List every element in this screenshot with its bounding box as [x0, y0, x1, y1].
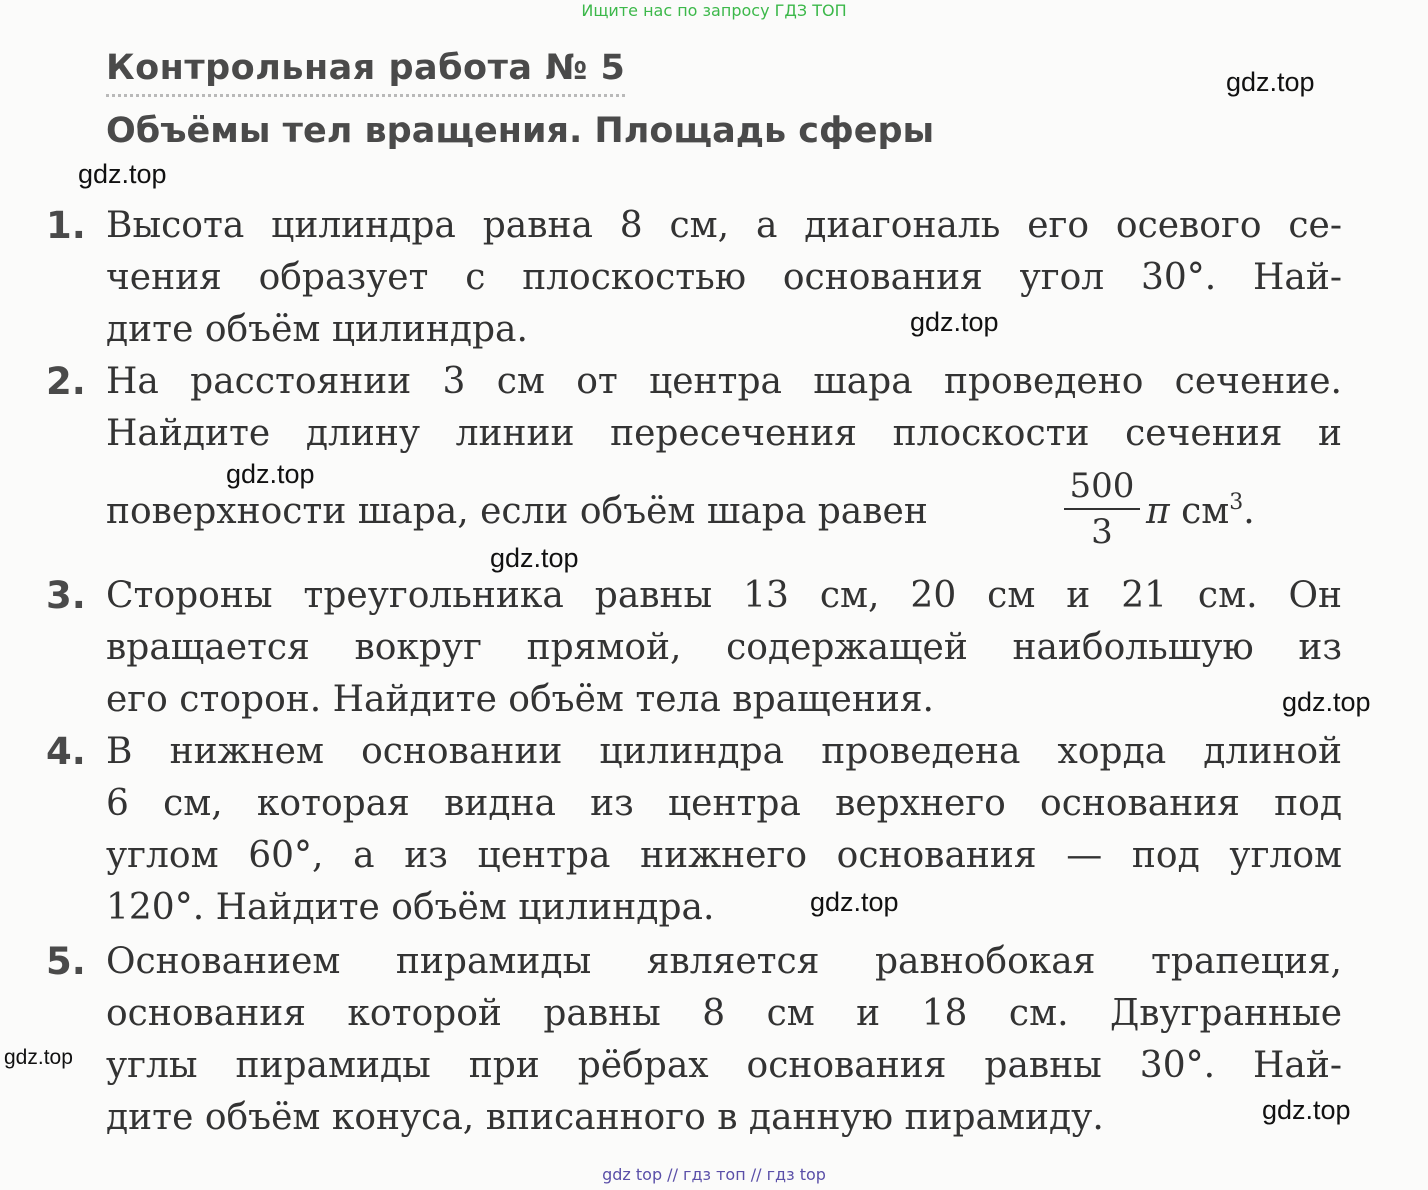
- task-4-line-2: 6 см, которая видна из центра верхнего основания под: [106, 783, 1342, 824]
- task-4-line-1: В нижнем основании цилиндра проведена хорда длиной: [106, 731, 1342, 772]
- task-3-number: 3.: [46, 574, 86, 617]
- watermark: gdz.top: [1226, 67, 1315, 97]
- fraction-bar: [1064, 508, 1140, 510]
- task-2-number: 2.: [46, 360, 86, 403]
- volume-fraction: [1064, 466, 1140, 552]
- sentence-end: .: [1243, 491, 1255, 532]
- task-5-line-3: углы пирамиды при рёбрах основания равны 30°. Най-: [106, 1045, 1342, 1086]
- task-5-line-4: дите объём конуса, вписанного в данную пирамиду.: [106, 1097, 1104, 1138]
- search-banner[interactable]: Ищите нас по запросу ГДЗ ТОП: [581, 1, 847, 20]
- page-title: Контрольная работа № 5: [106, 46, 625, 97]
- volume-unit: см: [1181, 491, 1230, 532]
- fraction-numerator: 500: [1069, 466, 1135, 506]
- task-2-line-3: поверхности шара, если объём шара равен: [106, 491, 928, 532]
- task-3-line-1: Стороны треугольника равны 13 см, 20 см и 21 см. Он: [106, 575, 1342, 616]
- watermark: gdz.top: [78, 159, 167, 189]
- unit-exponent: 3: [1229, 490, 1244, 515]
- pi-symbol: π: [1146, 491, 1170, 532]
- fraction-suffix: [1146, 486, 1255, 538]
- fraction-denominator: 3: [1091, 512, 1113, 552]
- task-5-number: 5.: [46, 940, 86, 983]
- task-1-number: 1.: [46, 204, 86, 247]
- task-1-line-3: дите объём цилиндра.: [106, 309, 528, 350]
- task-4-line-4: 120°. Найдите объём цилиндра.: [106, 887, 715, 928]
- watermark: gdz.top: [226, 459, 315, 489]
- watermark: gdz.top: [910, 307, 999, 337]
- task-3-line-2: вращается вокруг прямой, содержащей наибольшую из: [106, 627, 1342, 668]
- watermark: gdz.top: [810, 887, 899, 917]
- task-5-line-2: основания которой равны 8 см и 18 см. Двугранные: [106, 993, 1342, 1034]
- watermark: gdz.top: [4, 1046, 73, 1069]
- task-4-line-3: углом 60°, а из центра нижнего основания — под углом: [106, 835, 1342, 876]
- footer-links[interactable]: gdz top // гдз топ // гдз top: [602, 1165, 826, 1184]
- task-2-line-1: На расстоянии 3 см от центра шара проведено сечение.: [106, 361, 1342, 402]
- task-4-number: 4.: [46, 730, 86, 773]
- task-2-line-2: Найдите длину линии пересечения плоскости сечения и: [106, 413, 1342, 454]
- task-5-line-1: Основанием пирамиды является равнобокая трапеция,: [106, 941, 1342, 982]
- page-subtitle: Объёмы тел вращения. Площадь сферы: [106, 111, 935, 151]
- task-3-line-3: его сторон. Найдите объём тела вращения.: [106, 679, 934, 720]
- task-1-line-2: чения образует с плоскостью основания угол 30°. Най-: [106, 257, 1342, 298]
- watermark: gdz.top: [490, 543, 579, 573]
- task-1-line-1: Высота цилиндра равна 8 см, а диагональ его осевого се-: [106, 205, 1342, 246]
- watermark: gdz.top: [1262, 1095, 1351, 1125]
- watermark: gdz.top: [1282, 687, 1371, 717]
